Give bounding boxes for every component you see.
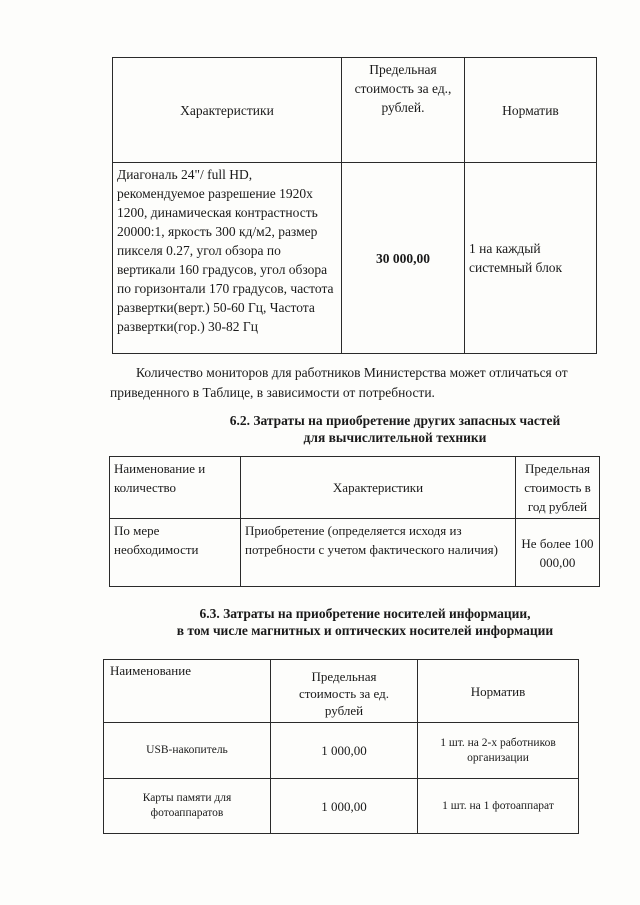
cell-norm-text: 1 шт. на 2-х работников организации (440, 736, 556, 764)
header-name: Наименование (104, 660, 271, 723)
table-header-row (104, 660, 579, 723)
monitors-table (112, 57, 597, 354)
table-row (110, 519, 600, 587)
table-row (104, 779, 579, 834)
cell-name-text: Карты памяти для фотоаппаратов (142, 792, 232, 819)
spare-parts-table (109, 456, 600, 587)
cell-name: USB-накопитель (104, 723, 271, 779)
section-6-3-title-line1: 6.3. Затраты на приобретение носителей информации, (199, 606, 531, 621)
cell-characteristics: Диагональ 24"/ full HD, рекомендуемое разрешение 1920х 1200, динамическая контрастность 20000:1, яркость 300 кд/м2, размер пикселя 0.27, угол обзора по вертикали 160 градусов, угол обзора по горизонтали 170 градусов, частота развертки(верт.) 50-60 Гц, Частота развертки(гор.) 30-82 Гц (113, 163, 342, 354)
cell-norm (465, 163, 597, 354)
cell-norm: 1 шт. на 1 фотоаппарат (418, 779, 579, 834)
header-norm: Норматив (465, 58, 597, 163)
cell-price: 30 000,00 (342, 163, 465, 354)
table-row (113, 163, 597, 354)
header-name: Наименование и количество (110, 457, 241, 519)
section-6-2-title-line2: для вычислительной техники (303, 430, 487, 445)
header-price-text: Предельная стоимость за ед. рублей (298, 669, 390, 718)
table-header-row (110, 457, 600, 519)
cell-name: По мере необходимости (110, 519, 241, 587)
header-price (271, 660, 418, 723)
header-characteristics: Характеристики (113, 58, 342, 163)
note-paragraph: Количество мониторов для работников Министерства может отличаться от приведенного в Таблице, в зависимости от потребности. (110, 365, 568, 400)
table-row (104, 723, 579, 779)
header-price: Предельная стоимость в год рублей (516, 457, 600, 519)
cell-price: 1 000,00 (271, 779, 418, 834)
cell-price: Не более 100 000,00 (516, 519, 600, 587)
header-norm: Норматив (418, 660, 579, 723)
storage-media-table (103, 659, 579, 834)
table-header-row (113, 58, 597, 163)
cell-norm-text: 1 на каждый системный блок (469, 241, 563, 275)
section-6-2-title-line1: 6.2. Затраты на приобретение других запасных частей (229, 413, 561, 428)
cell-name (104, 779, 271, 834)
cell-characteristics: Приобретение (определяется исходя из потребности с учетом фактического наличия) (241, 519, 516, 587)
header-price-text: Предельная стоимость за ед., рублей. (354, 62, 452, 115)
section-6-2-title (150, 412, 640, 446)
cell-norm (418, 723, 579, 779)
section-6-3-title-line2: в том числе магнитных и оптических носителей информации (176, 623, 554, 638)
section-6-3-title (120, 605, 610, 639)
header-price (342, 58, 465, 163)
cell-price: 1 000,00 (271, 723, 418, 779)
header-characteristics: Характеристики (241, 457, 516, 519)
